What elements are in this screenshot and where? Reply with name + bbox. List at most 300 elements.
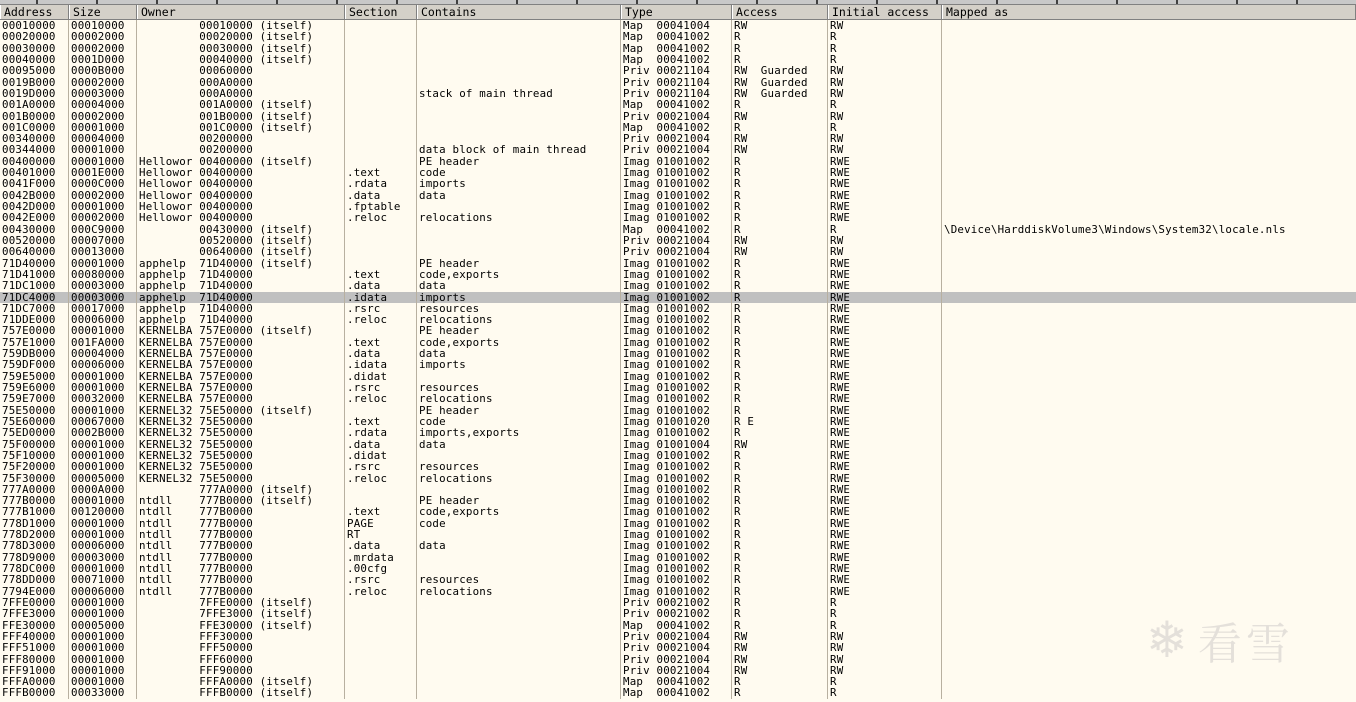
cell-initial-access: RW [828,77,942,88]
cell-owner: KERNEL32 75E50000 [137,461,345,472]
cell-section: .idata [345,292,417,303]
cell-section [345,325,417,336]
cell-owner: FFF30000 [137,631,345,642]
cell-access: R [732,292,828,303]
cell-mapped-as: \Device\HarddiskVolume3\Windows\System32\locale.nls [944,223,1286,235]
cell-contains: imports [417,292,621,303]
cell-size: 00001000 [69,642,137,653]
cell-mapped-as [942,43,1356,54]
cell-access: R [732,574,828,585]
cell-access: RW [732,133,828,144]
cell-initial-access: RWE [828,529,942,540]
cell-section [345,77,417,88]
cell-contains: code [417,167,621,178]
table-row[interactable] [0,224,1356,235]
cell-type: Priv 00021004 [621,246,732,257]
cell-section [345,631,417,642]
cell-type: Imag 01001002 [621,405,732,416]
cell-owner: 001C0000 (itself) [137,122,345,133]
cell-initial-access: RWE [828,518,942,529]
cell-owner: Hellowor 00400000 [137,167,345,178]
cell-access: RW [732,144,828,155]
table-row[interactable] [0,111,1356,122]
cell-contains [417,608,621,619]
cell-section: .mrdata [345,552,417,563]
cell-initial-access: R [828,687,942,698]
cell-contains [417,620,621,631]
cell-section: .text [345,416,417,427]
table-row[interactable] [0,77,1356,88]
cell-owner: ntdll 777B0000 [137,506,345,517]
cell-mapped-as [942,654,1356,665]
cell-contains: resources [417,461,621,472]
table-row[interactable] [0,416,1356,427]
table-row[interactable] [0,54,1356,65]
cell-type: Imag 01001002 [621,167,732,178]
cell-access: R [732,303,828,314]
cell-section [345,687,417,698]
cell-type: Imag 01001002 [621,552,732,563]
cell-address: 778D2000 [0,529,69,540]
cell-initial-access: R [828,608,942,619]
cell-mapped-as [942,416,1356,427]
table-row[interactable] [0,122,1356,133]
cell-contains: PE header [417,325,621,336]
table-row[interactable] [0,65,1356,76]
table-row[interactable] [0,563,1356,574]
cell-owner: KERNELBA 757E0000 [137,359,345,370]
cell-section [345,597,417,608]
table-row[interactable] [0,201,1356,212]
table-row[interactable] [0,325,1356,336]
table-row[interactable] [0,574,1356,585]
cell-mapped-as [942,337,1356,348]
cell-mapped-as [942,495,1356,506]
cell-size: 00080000 [69,269,137,280]
cell-size: 00001000 [69,201,137,212]
cell-size: 00001000 [69,439,137,450]
cell-address: FFF51000 [0,642,69,653]
cell-address: 71DDE000 [0,314,69,325]
column-header-size[interactable]: Size [69,5,137,19]
cell-initial-access: R [828,31,942,42]
cell-mapped-as [942,314,1356,325]
cell-type: Priv 00021004 [621,235,732,246]
cell-initial-access: RWE [828,156,942,167]
cell-initial-access: R [828,620,942,631]
column-header-owner[interactable]: Owner [137,5,345,19]
cell-size: 00001000 [69,529,137,540]
cell-type: Map 00041002 [621,99,732,110]
cell-type: Map 00041002 [621,31,732,42]
cell-initial-access: RWE [828,393,942,404]
cell-mapped-as [942,156,1356,167]
cell-contains [417,31,621,42]
table-row[interactable] [0,99,1356,110]
watermark-text: 看雪 [1197,619,1294,670]
cell-address: 777B1000 [0,506,69,517]
cell-owner: FFF90000 [137,665,345,676]
cell-type: Imag 01001002 [621,269,732,280]
cell-access: R [732,156,828,167]
cell-contains [417,654,621,665]
cell-access: RW [732,631,828,642]
cell-access: RW [732,642,828,653]
table-row[interactable] [0,43,1356,54]
cell-mapped-as [942,473,1356,484]
cell-initial-access: RWE [828,439,942,450]
cell-owner: FFFB0000 (itself) [137,687,345,698]
cell-address: 7FFE3000 [0,608,69,619]
cell-access: RW [732,111,828,122]
cell-mapped-as [942,382,1356,393]
table-row[interactable] [0,246,1356,257]
cell-contains: imports [417,359,621,370]
column-header-access[interactable]: Access [732,5,828,19]
table-row[interactable] [0,88,1356,99]
cell-initial-access: RW [828,88,942,99]
snowflake-icon: ❄ [1146,611,1188,669]
cell-owner: 001B0000 (itself) [137,111,345,122]
cell-access: R [732,99,828,110]
cell-owner: KERNEL32 75E50000 [137,473,345,484]
cell-section [345,88,417,99]
table-row[interactable] [0,654,1356,665]
table-row[interactable] [0,473,1356,484]
table-row[interactable] [0,371,1356,382]
cell-initial-access: RWE [828,506,942,517]
cell-owner: 00520000 (itself) [137,235,345,246]
table-row[interactable] [0,178,1356,189]
cell-size: 00003000 [69,552,137,563]
table-row[interactable] [0,156,1356,167]
table-row[interactable] [0,631,1356,642]
cell-contains [417,111,621,122]
cell-owner: ntdll 777B0000 [137,574,345,585]
cell-section [345,111,417,122]
cell-type: Map 00041002 [621,676,732,687]
cell-initial-access: RWE [828,461,942,472]
cell-contains [417,642,621,653]
cell-contains: code [417,518,621,529]
cell-address: 778DC000 [0,563,69,574]
cell-section [345,235,417,246]
cell-address: 001C0000 [0,122,69,133]
cell-type: Imag 01001002 [621,201,732,212]
cell-access: R [732,676,828,687]
cell-section [345,495,417,506]
cell-contains: stack of main thread [417,88,621,99]
cell-contains [417,529,621,540]
cell-mapped-as [942,167,1356,178]
cell-size: 0001D000 [69,54,137,65]
cell-contains: resources [417,574,621,585]
cell-owner: ntdll 777B0000 [137,540,345,551]
cell-section: .data [345,439,417,450]
cell-contains: relocations [417,212,621,223]
cell-access: RW [732,439,828,450]
table-row[interactable] [0,167,1356,178]
column-header-address[interactable]: Address [0,5,69,19]
table-row[interactable] [0,552,1356,563]
cell-section [345,258,417,269]
cell-initial-access: RWE [828,190,942,201]
cell-section: .rdata [345,427,417,438]
table-row[interactable] [0,348,1356,359]
cell-size: 00002000 [69,212,137,223]
table-row[interactable] [0,484,1356,495]
cell-owner: KERNEL32 75E50000 [137,439,345,450]
cell-contains: data [417,348,621,359]
cell-mapped-as [942,144,1356,155]
cell-owner: ntdll 777B0000 [137,529,345,540]
cell-type: Imag 01001002 [621,461,732,472]
table-row[interactable] [0,506,1356,517]
table-row[interactable] [0,258,1356,269]
column-header-mapped-as[interactable]: Mapped as [942,5,1356,19]
cell-section: .reloc [345,473,417,484]
table-row[interactable] [0,269,1356,280]
cell-initial-access: RWE [828,563,942,574]
cell-size: 00032000 [69,393,137,404]
cell-contains [417,201,621,212]
cell-size: 00067000 [69,416,137,427]
cell-type: Imag 01001002 [621,156,732,167]
cell-address: FFE30000 [0,620,69,631]
table-row[interactable] [0,393,1356,404]
table-row[interactable] [0,608,1356,619]
cell-owner: KERNELBA 757E0000 (itself) [137,325,345,336]
cell-type: Imag 01001002 [621,540,732,551]
cell-address: 71D40000 [0,258,69,269]
table-row[interactable] [0,597,1356,608]
cell-size: 00001000 [69,450,137,461]
cell-address: 75F20000 [0,461,69,472]
cell-owner: ntdll 777B0000 (itself) [137,495,345,506]
cell-section [345,156,417,167]
cell-size: 00120000 [69,506,137,517]
cell-address: FFFA0000 [0,676,69,687]
cell-mapped-as [942,563,1356,574]
column-header-section[interactable]: Section [345,5,417,19]
cell-size: 00002000 [69,43,137,54]
table-row[interactable] [0,314,1356,325]
cell-section [345,20,417,31]
cell-owner: 00040000 (itself) [137,54,345,65]
column-header-contains[interactable]: Contains [417,5,621,19]
cell-address: 00344000 [0,144,69,155]
cell-size: 00001000 [69,608,137,619]
cell-access: R E [732,416,828,427]
cell-address: 00095000 [0,65,69,76]
cell-initial-access: RWE [828,359,942,370]
cell-size: 00005000 [69,473,137,484]
cell-access: R [732,31,828,42]
cell-size: 00002000 [69,190,137,201]
table-row[interactable] [0,133,1356,144]
cell-access: RW [732,654,828,665]
cell-initial-access: RWE [828,303,942,314]
cell-contains [417,99,621,110]
cell-mapped-as [942,246,1356,257]
cell-section [345,654,417,665]
cell-contains: data [417,280,621,291]
column-header-type[interactable]: Type [621,5,732,19]
cell-address: 0042D000 [0,201,69,212]
table-row[interactable] [0,495,1356,506]
table-row[interactable] [0,687,1356,698]
cell-contains [417,371,621,382]
table-row[interactable] [0,540,1356,551]
cell-initial-access: RWE [828,314,942,325]
cell-mapped-as [942,529,1356,540]
cell-size: 0000B000 [69,65,137,76]
cell-access: R [732,563,828,574]
cell-owner: Hellowor 00400000 (itself) [137,156,345,167]
cell-address: 00400000 [0,156,69,167]
table-row[interactable] [0,280,1356,291]
cell-address: 759DF000 [0,359,69,370]
cell-initial-access: RW [828,246,942,257]
cell-type: Priv 00021104 [621,77,732,88]
cell-mapped-as [942,303,1356,314]
cell-access: R [732,427,828,438]
cell-type: Map 00041002 [621,43,732,54]
cell-address: 0019D000 [0,88,69,99]
cell-address: 759E7000 [0,393,69,404]
cell-address: 759DB000 [0,348,69,359]
cell-owner: apphelp 71D40000 [137,292,345,303]
cell-type: Priv 00021004 [621,654,732,665]
cell-access: RW [732,235,828,246]
cell-address: 71D41000 [0,269,69,280]
cell-address: FFFB0000 [0,687,69,698]
cell-initial-access: R [828,224,942,235]
cell-mapped-as [942,20,1356,31]
cell-initial-access: RWE [828,473,942,484]
cell-section: .reloc [345,212,417,223]
cell-contains [417,450,621,461]
cell-section: .rsrc [345,382,417,393]
cell-address: 0042B000 [0,190,69,201]
cell-address: 00040000 [0,54,69,65]
cell-size: 00003000 [69,292,137,303]
table-row[interactable] [0,382,1356,393]
table-row[interactable] [0,405,1356,416]
cell-mapped-as [942,461,1356,472]
table-row[interactable] [0,31,1356,42]
cell-initial-access: RWE [828,382,942,393]
cell-owner: FFF50000 [137,642,345,653]
cell-mapped-as [942,405,1356,416]
table-row[interactable] [0,292,1356,303]
cell-section: .reloc [345,586,417,597]
cell-type: Priv 00021002 [621,608,732,619]
cell-type: Imag 01001002 [621,427,732,438]
cell-access: R [732,495,828,506]
cell-mapped-as [942,292,1356,303]
table-row[interactable] [0,676,1356,687]
cell-access: R [732,540,828,551]
table-row[interactable] [0,461,1356,472]
table-row[interactable] [0,212,1356,223]
cell-access: R [732,597,828,608]
cell-size: 00010000 [69,20,137,31]
cell-mapped-as [942,574,1356,585]
cell-section [345,65,417,76]
cell-section [345,133,417,144]
table-row[interactable] [0,586,1356,597]
cell-mapped-as [942,439,1356,450]
table-row[interactable] [0,529,1356,540]
cell-size: 00002000 [69,77,137,88]
table-row[interactable] [0,359,1356,370]
table-row[interactable] [0,450,1356,461]
table-row[interactable] [0,439,1356,450]
cell-type: Imag 01001002 [621,574,732,585]
column-header-initial-access[interactable]: Initial access [828,5,942,19]
cell-initial-access: RWE [828,212,942,223]
cell-initial-access: RW [828,111,942,122]
cell-owner: 7FFE3000 (itself) [137,608,345,619]
cell-contains: code,exports [417,506,621,517]
cell-access: R [732,314,828,325]
cell-type: Imag 01001002 [621,190,732,201]
table-row[interactable] [0,427,1356,438]
cell-owner: KERNELBA 757E0000 [137,337,345,348]
table-row[interactable] [0,144,1356,155]
cell-mapped-as [942,77,1356,88]
table-row[interactable] [0,642,1356,653]
cell-owner: KERNEL32 75E50000 (itself) [137,405,345,416]
cell-address: 757E0000 [0,325,69,336]
cell-mapped-as [942,190,1356,201]
table-row[interactable] [0,235,1356,246]
cell-owner: ntdll 777B0000 [137,518,345,529]
cell-owner: 777A0000 (itself) [137,484,345,495]
table-row[interactable] [0,620,1356,631]
cell-section: PAGE [345,518,417,529]
cell-owner: FFF60000 [137,654,345,665]
table-row[interactable] [0,665,1356,676]
table-row[interactable] [0,518,1356,529]
cell-initial-access: R [828,54,942,65]
cell-type: Map 00041004 [621,20,732,31]
cell-size: 00006000 [69,314,137,325]
cell-mapped-as [942,393,1356,404]
cell-mapped-as [942,631,1356,642]
table-row[interactable] [0,337,1356,348]
cell-contains: data block of main thread [417,144,621,155]
cell-mapped-as [942,65,1356,76]
table-row[interactable] [0,190,1356,201]
cell-contains [417,484,621,495]
cell-type: Imag 01001002 [621,563,732,574]
cell-type: Imag 01001002 [621,371,732,382]
cell-type: Imag 01001002 [621,518,732,529]
cell-type: Imag 01001002 [621,303,732,314]
cell-mapped-as [942,665,1356,676]
cell-section [345,144,417,155]
cell-mapped-as [942,620,1356,631]
cell-address: 759E6000 [0,382,69,393]
cell-section: .text [345,167,417,178]
table-row[interactable] [0,20,1356,31]
cell-address: 00520000 [0,235,69,246]
table-row[interactable] [0,303,1356,314]
cell-initial-access: RWE [828,586,942,597]
cell-owner: ntdll 777B0000 [137,552,345,563]
